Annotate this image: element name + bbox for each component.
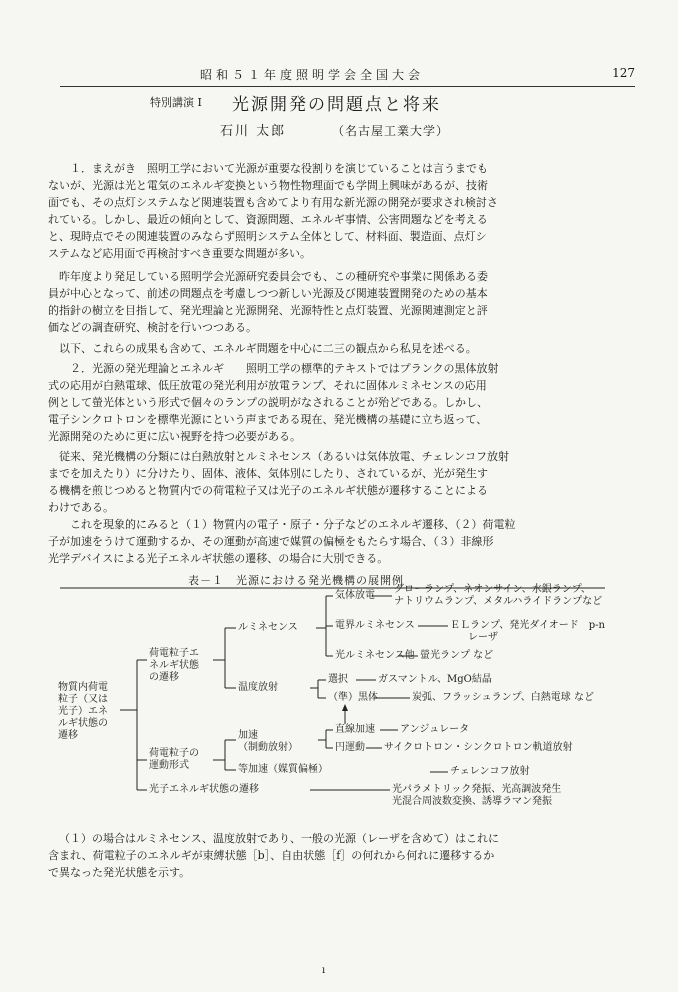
text-line: ないが、光源は光と電気のエネルギ変換という物性物理面でも学問上興味があるが、技術 <box>48 179 488 192</box>
electroluminescence-node: 電界ルミネセンス <box>335 620 415 631</box>
text-line: 例として螢光体という形式で個々のランプの説明がなされることが殆どである。しかし、 <box>48 396 488 409</box>
luminescence-node: ルミネセンス <box>238 622 298 633</box>
text-line: 員が中心となって、前述の問題点を考慮しつつ新しい光源及び関連装置開発のための基本 <box>48 287 488 300</box>
circular-motion-node: 円運動 <box>335 742 365 753</box>
text-line: わけである。 <box>48 501 114 514</box>
text-line: と、現時点でその関連装置のみならず照明システム全体として、材料面、製造面、点灯シ <box>48 230 487 243</box>
text-line: れている。しかし、最近の傾向として、資源問題、エネルギ事情、公害問題などを考える <box>48 213 488 226</box>
bottom-mark: ı <box>322 965 326 976</box>
text-line: 的指針の樹立を目指して、発光理論と光源開発、光源特性と点灯装置、光源関連測定と評 <box>48 304 488 317</box>
text-line: 子が加速をうけて運動するか、その運動が高速で媒質の偏極をもたらす場合、（３）非線形 <box>48 535 494 548</box>
linear-acceleration-examples: アンジュレータ <box>400 724 470 735</box>
footer-paragraph <box>48 830 638 881</box>
gas-discharge-node: 気体放電 <box>335 590 375 601</box>
uniform-acceleration-node: 等加速（媒質偏極） <box>238 764 328 775</box>
linear-acceleration-node: 直線加速 <box>335 724 375 735</box>
text-line: る機構を煎じつめると物質内での荷電粒子又は光子のエネルギ状態が遷移することによる <box>48 484 488 497</box>
text-line: 電子シンクロトロンを標準光源にという声まである現在、発光機構の基礎に立ち返って、 <box>48 413 488 426</box>
charged-particle-node: 荷電粒子エ ネルギ状態 の遷移 <box>149 648 199 683</box>
text-line: で異なった発光状態を示す。 <box>48 866 191 879</box>
text-line: 光学デバイスによる光子エネルギ状態の遷移、の場合に大別できる。 <box>48 552 389 565</box>
photoluminescence-node: 光ルミネセンス他 <box>335 650 415 661</box>
diagram-root-node: 物質内荷電 粒子（又は 光子）エネ ルギ状態の 遷移 <box>58 682 108 741</box>
selective-examples: ガスマントル、MgO結晶 <box>378 674 492 685</box>
table-caption: 表－１ 光源における発光機構の展開例 <box>188 574 404 587</box>
photon-examples: 光パラメトリック発振、光高調波発生 光混合周波数変換、誘導ラマン発振 <box>392 784 562 807</box>
author-affiliation: （名古屋工業大学） <box>332 124 450 138</box>
text-line: これを現象的にみると（１）物質内の電子・原子・分子などのエネルギ遷移、（２）荷電粒 <box>70 518 516 531</box>
cherenkov-node: チェレンコフ放射 <box>450 766 530 777</box>
electroluminescence-examples: ＥＬランプ、発光ダイオード p-n レーザ <box>450 620 605 643</box>
photoluminescence-examples: 螢光ランプ など <box>420 650 494 661</box>
graybody-examples: 炭弧、フラッシュランプ、白熱電球 など <box>412 692 594 703</box>
particle-motion-node: 荷電粒子の 運動形式 <box>149 748 199 771</box>
text-line: 従来、発光機構の分類には白熱放射とルミネセンス（あるいは気体放電、チェレンコフ放射 <box>59 450 510 463</box>
photon-energy-node: 光子エネルギ状態の遷移 <box>149 784 259 795</box>
page-number: 127 <box>612 66 635 80</box>
acceleration-node: 加速 （制動放射） <box>238 730 298 753</box>
text-line: １．まえがき 照明工学において光源が重要な役割りを演じていることは言うまでも <box>70 162 488 175</box>
text-line: （１）の場合はルミネセンス、温度放射であり、一般の光源（レーザを含めて）はこれに <box>59 832 499 845</box>
text-line: 昨年度より発足している照明学会光源研究委員会でも、この種研究や事業に関係ある委 <box>59 270 488 283</box>
text-line: 以下、これらの成果も含めて、エネルギ問題を中心に二三の観点から私見を述べる。 <box>59 342 477 355</box>
paper-title: 光源開発の問題点と将来 <box>232 95 441 115</box>
text-line: 面でも、その点灯システムなど関連装置も含めてより有用な新光源の開発が要求され検討さ <box>48 196 498 209</box>
text-line: 光源開発のために更に広い視野を持つ必要がある。 <box>48 430 301 443</box>
header-title: 昭和５１年度照明学会全国大会 <box>200 68 425 82</box>
text-line: 式の応用が白熱電球、低圧放電の発光利用が放電ランプ、それに固体ルミネセンスの応用 <box>48 379 487 392</box>
graybody-node: （準）黒体 <box>328 692 378 703</box>
gas-discharge-examples: グローランプ、ネオンサイン、水銀ランプ、 ナトリウムランプ、メタルハライドランプなど <box>394 584 603 607</box>
text-line: ２．光源の発光理論とエネルギ 照明工学の標準的テキストではプランクの黒体放射 <box>70 362 499 375</box>
selective-radiation-node: 選択 <box>328 674 348 685</box>
circular-motion-examples: サイクロトロン・シンクロトロン軌道放射 <box>384 742 573 753</box>
text-line: 含まれ、荷電粒子のエネルギが束縛状態［b］、自由状態［f］の何れから何れに遷移するか <box>48 849 495 862</box>
thermal-radiation-node: 温度放射 <box>238 682 278 693</box>
lecture-label: 特別講演 I <box>150 96 202 109</box>
text-line: までを加えたり）に分けたり、固体、液体、気体別にしたり、されているが、光が発生す <box>48 467 488 480</box>
author-name: 石川 太郎 <box>220 124 287 139</box>
text-line: ステムなど応用面で再検討すべき重要な問題が多い。 <box>48 247 312 260</box>
text-line: 価などの調査研究、検討を行いつつある。 <box>48 321 257 334</box>
